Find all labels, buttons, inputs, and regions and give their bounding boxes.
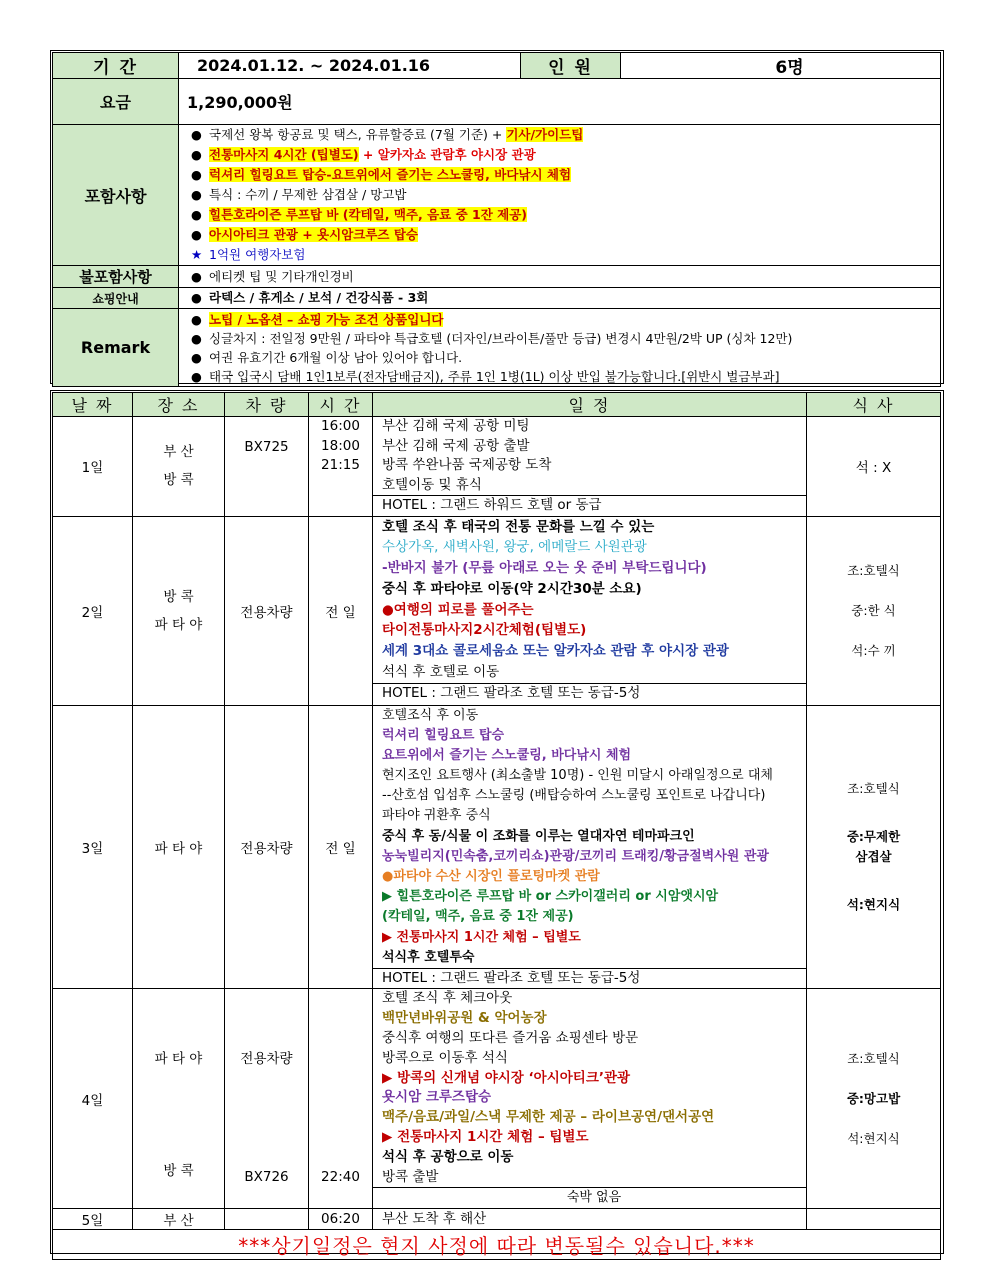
itinerary-table [52,392,941,1260]
day1-meal: 석 : X [807,417,941,517]
shopping-text: 라텍스 / 휴게소 / 보석 / 건강식품 - 3회 [209,290,429,305]
remark-label: Remark [53,309,179,387]
day4-hotel: 숙박 없음 [373,1187,806,1208]
day4-vehicle-2: BX726 [244,1169,289,1186]
include-text: 전통마사지 4시간 (팁별도) [209,147,359,162]
bullet-icon: ● [191,147,202,162]
day4-line: 방콕으로 이동후 석식 [382,1049,508,1066]
day1-line-1: 부산 김해 국제 공항 미팅 [382,418,530,434]
price-label: 요금 [53,79,179,125]
day2-schedule [373,516,807,705]
header-schedule: 일 정 [373,393,807,417]
bullet-icon: ● [191,167,202,182]
day3-line: ●파타야 수산 시장인 플로팅마켓 관람 [382,869,600,884]
day3-line: ▶ 힐튼호라이즌 루프탑 바 or 스카이갤러리 or 시암앳시암 [382,889,719,905]
day1-line-3: 방콕 쑤완나품 국제공항 도착 [382,457,552,473]
day2-vehicle: 전용차량 [225,516,309,705]
day4-line: ▶ 전통마사지 1시간 체험 – 팁별도 [382,1129,589,1146]
shopping-label: 쇼핑안내 [53,288,179,309]
remark-item [179,329,940,348]
day4-place-from: 파 타 야 [154,1051,203,1068]
day2-label: 2일 [53,516,133,705]
day1-line-2: 부산 김해 국제 공항 출발 [382,437,530,454]
remark-text: 태국 입국시 담배 1인1보루(전자담배금지), 주류 1인 1병(1L) 이상 반입 불가능합니다.[위반시 벌금부과] [209,368,780,384]
day3-line: 석식후 호텔투숙 [382,949,475,965]
remark-item [179,310,940,329]
day4-line: 호텔 조식 후 체크아웃 [382,990,513,1007]
day3-meals [807,705,941,989]
day2-line: ●여행의 피로를 풀어주는 [382,601,534,618]
day2-line: 호텔 조식 후 태국의 전통 문화를 느낄 수 있는 [382,518,655,535]
day4-departure-time: 22:40 [321,1169,360,1186]
price-value: 1,290,000원 [179,79,941,125]
include-text: 국제선 왕복 항공료 및 택스, 유류할증료 (7월 기준) + [209,127,507,142]
day4-label: 4일 [53,989,133,1209]
header-time: 시 간 [309,393,373,417]
day4-line: 중식후 여행의 또다른 즐거움 쇼핑센타 방문 [382,1030,639,1047]
day4-line: 맥주/음료/과일/스낵 무제한 제공 – 라이브공연/댄서공연 [382,1109,715,1126]
day1-hotel: HOTEL : 그랜드 하워드 호텔 or 동급 [373,495,806,516]
day1-time-1: 16:00 [321,418,360,434]
day4-dinner: 석:현지식 [847,1130,900,1146]
shopping-value: ● 라텍스 / 휴게소 / 보석 / 건강식품 - 3회 [179,288,941,309]
include-item [179,225,940,245]
day5-row [53,1209,941,1230]
bullet-icon: ● [191,227,202,242]
people-label: 인 원 [521,53,621,79]
include-text: 힐튼호라이즌 루프탑 바 (칵테일, 맥주, 음료 중 1잔 제공) [209,207,528,222]
day3-vehicle: 전용차량 [225,705,309,989]
bullet-icon: ● [191,311,202,327]
day4-place [133,989,225,1209]
bullet-icon: ● [191,368,202,384]
day4-line: ▶ 방콕의 신개념 야시장 ‘아시아티크’관광 [382,1069,631,1086]
day3-hotel: HOTEL : 그랜드 팔라조 호텔 또는 동급-5성 [373,968,806,989]
day3-line: 현지조인 요트행사 (최소출발 10명) - 인원 미달시 아래일정으로 대체 [382,768,773,784]
include-text: 아시아티크 관광 + 욧시암크루즈 탑승 [209,227,419,242]
day1-schedule [373,417,807,517]
day1-row [53,417,941,517]
day1-place-to: 방 콕 [163,472,194,489]
day2-place [133,516,225,705]
day1-time-2: 18:00 [321,437,360,454]
include-item [179,205,940,225]
day3-line: ▶ 전통마사지 1시간 체험 – 팁별도 [382,929,581,945]
day4-line: 욧시암 크루즈탑승 [382,1089,492,1106]
day1-place-from: 부 산 [163,444,194,461]
include-text: 특식 : 수끼 / 무제한 삼겹살 / 망고밥 [209,187,407,202]
day1-times [309,417,373,517]
day5-schedule: 부산 도착 후 해산 [373,1209,807,1230]
day4-time [309,989,373,1209]
bullet-icon: ● [191,187,202,202]
day4-line: 석식 후 공항으로 이동 [382,1148,514,1165]
day3-line: 호텔조식 후 이동 [382,707,479,723]
day2-row [53,516,941,705]
day3-lunch: 중:무제한 [846,828,901,844]
include-text: 럭셔리 힐링요트 탑승-요트위에서 즐기는 스노쿨링, 바다낚시 체험 [209,167,572,182]
day3-place: 파 타 야 [133,705,225,989]
day4-vehicle-1: 전용차량 [240,1051,293,1068]
include-item [179,245,940,265]
day1-time-3: 21:15 [321,457,360,473]
bullet-icon: ● [191,330,202,346]
day2-breakfast: 조:호텔식 [847,562,900,578]
day4-breakfast: 조:호텔식 [847,1050,900,1066]
day3-lunch-2: 삼겹살 [855,848,892,864]
day2-place-from: 방 콕 [163,588,194,605]
day3-dinner: 석:현지식 [846,896,901,912]
day4-line: 방콕 출발 [382,1168,439,1185]
day5-place: 부 산 [133,1209,225,1230]
day3-line: 파타야 귀환후 중식 [382,808,491,824]
day3-label: 3일 [53,705,133,989]
includes-list [179,125,941,266]
day3-breakfast: 조:호텔식 [847,780,900,796]
include-item [179,125,940,145]
include-item [179,145,940,165]
summary-table [52,52,941,387]
include-item [179,165,940,185]
period-value: 2024.01.12. ~ 2024.01.16 [179,53,521,79]
include-item [179,185,940,205]
day4-schedule [373,989,807,1209]
include-text: + 알카자쇼 관람후 야시장 관광 [358,147,536,162]
header-place: 장 소 [133,393,225,417]
day4-vehicle [225,989,309,1209]
day5-vehicle [225,1209,309,1230]
day2-dinner: 석:수 끼 [851,642,896,658]
header-day: 날 짜 [53,393,133,417]
excludes-label: 불포함사항 [53,266,179,288]
day4-row [53,989,941,1209]
remarks-list [179,309,941,387]
day1-line-4: 호텔이동 및 휴식 [382,476,482,493]
day5-meal [807,1209,941,1230]
day3-line: 중식 후 동/식물 이 조화를 이루는 열대자연 테마파크인 [382,828,695,844]
day3-time: 전 일 [309,705,373,989]
includes-label: 포함사항 [53,125,179,266]
day2-line: 수상가옥, 새벽사원, 왕궁, 에메랄드 사원관광 [382,539,647,556]
day1-vehicle: BX725 [225,417,309,517]
remark-item [179,367,940,386]
day5-label: 5일 [53,1209,133,1230]
bullet-icon: ● [191,349,202,365]
day1-place [133,417,225,517]
remark-text: 싱글차지 : 전일정 9만원 / 파타야 특급호텔 (더자인/브라이튼/풀만 등급) 변경시 4만원/2박 UP (싱차 12만) [209,330,793,346]
day3-line: --산호섬 입섬후 스노쿨링 (배탑승하여 스노쿨링 포인트로 나갑니다) [382,788,766,804]
day2-place-to: 파 타 야 [154,616,203,633]
day3-row [53,705,941,989]
excludes-text: 에티켓 팁 및 기타개인경비 [209,268,354,284]
header-vehicle: 차 량 [225,393,309,417]
excludes-value: ● 에티켓 팁 및 기타개인경비 [179,266,941,288]
day2-hotel: HOTEL : 그랜드 팔라조 호텔 또는 동급-5성 [373,683,806,704]
day4-lunch: 중:망고밥 [846,1090,901,1106]
day4-line: 백만년바위공원 & 악어농장 [382,1010,547,1027]
star-icon: ★ [191,247,203,262]
day2-time: 전 일 [309,516,373,705]
day4-meals [807,989,941,1209]
remark-item [179,348,940,367]
day2-line: 석식 후 호텔로 이동 [382,664,500,681]
day3-line: 럭셔리 힐링요트 탑승 [382,727,505,743]
day2-lunch: 중:한 식 [851,602,896,618]
remark-text: 노팁 / 노옵션 – 쇼핑 가능 조건 상품입니다 [209,311,444,327]
bullet-icon: ● [191,127,202,142]
remark-text: 여권 유효기간 6개월 이상 남아 있어야 합니다. [209,349,463,365]
day2-line: 타이전통마사지2시간체험(팁별도) [382,622,587,639]
day5-time: 06:20 [309,1209,373,1230]
header-meal: 식 사 [807,393,941,417]
day2-meals [807,516,941,705]
day3-schedule [373,705,807,989]
day2-line: 세계 3대쇼 콜로세움쇼 또는 알카자쇼 관람 후 야시장 관광 [382,643,729,660]
day3-line: (칵테일, 맥주, 음료 중 1잔 제공) [382,909,574,925]
include-text: 1억원 여행자보험 [209,247,306,262]
include-text: 기사/가이드팁 [506,127,584,142]
day4-place-to: 방 콕 [163,1163,194,1180]
day2-line: 중식 후 파타야로 이동(약 2시간30분 소요) [382,580,642,597]
day3-line: 농눅빌리지(민속춤,코끼리쇼)관광/코끼리 트래킹/황금절벽사원 관광 [382,848,769,864]
period-label: 기 간 [53,53,179,79]
bullet-icon: ● [191,207,202,222]
schedule-notice: ***상기일정은 현지 사정에 따라 변동될수 있습니다.*** [53,1230,941,1260]
day1-label: 1일 [53,417,133,517]
people-value: 6명 [621,53,941,79]
day3-line: 요트위에서 즐기는 스노쿨링, 바다낚시 체험 [382,747,632,763]
day2-line: -반바지 불가 (무릎 아래로 오는 옷 준비 부탁드립니다) [382,560,707,577]
